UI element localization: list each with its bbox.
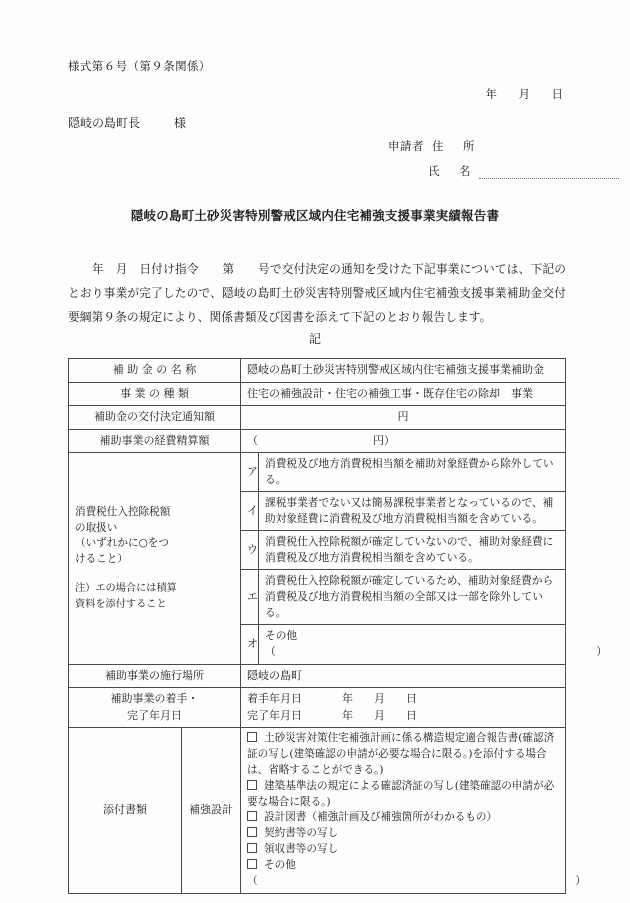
tax-label-line-4: けること） bbox=[75, 553, 128, 566]
addressee-honorific: 様 bbox=[174, 116, 187, 130]
report-details-table bbox=[68, 358, 608, 894]
addressee-name: 隠岐の島町長 bbox=[68, 116, 141, 130]
start-date-line bbox=[247, 691, 559, 708]
checkbox-icon[interactable] bbox=[247, 859, 257, 869]
table-row-location bbox=[69, 664, 566, 688]
tax-option-text-e: 消費税仕入控除税額が確定しているため、補助対象経費から消費税及び地方消費税相当額の全部又は一部を除外している。 bbox=[259, 570, 566, 625]
attachment-item-label: 建築基準法の規定による確認済証の写し(建築確認の申請が必要な場合に限る。) bbox=[247, 779, 555, 808]
tax-label-line-2: の取扱い bbox=[75, 521, 118, 534]
business-type-value: 住宅の補強設計・住宅の補強工事・既存住宅の除却 事業 bbox=[241, 382, 566, 406]
applicant-name-dotted-field[interactable] bbox=[479, 167, 619, 179]
attachment-item-label: 設計図書（補強計画及び補強箇所がわかるもの） bbox=[264, 811, 498, 824]
attachment-item-label: 土砂災害対策住宅補強計画に係る構造規定適合報告書(確認済証の写し(建築確認の申請が必要な場合に限る。)を添付する場合は、省略することができる。) bbox=[247, 732, 555, 776]
page-title: 隠岐の島町土砂災害特別警戒区域内住宅補強支援事業実績報告書 bbox=[130, 208, 500, 223]
settlement-amount-value: 円） bbox=[373, 433, 396, 447]
tax-handling-label bbox=[69, 453, 241, 665]
subsidy-name-value: 隠岐の島町土砂災害特別警戒区域内住宅補強支援事業補助金 bbox=[241, 359, 566, 383]
location-value: 隠岐の島町 bbox=[241, 664, 566, 688]
table-row-business-type bbox=[69, 382, 566, 406]
tax-option-mark-o[interactable]: オ bbox=[241, 625, 259, 664]
settlement-amount-field[interactable] bbox=[241, 429, 566, 453]
start-date-label: 着手年月日 bbox=[247, 692, 303, 706]
addressee-line bbox=[68, 114, 186, 131]
header-date-line: 年 月 日 bbox=[485, 87, 568, 101]
checkbox-icon[interactable] bbox=[247, 843, 257, 853]
table-row-attachments bbox=[69, 728, 566, 894]
body-paragraph: 年 月 日付け指令 第 号で交付決定の通知を受けた下記事業については、下記のとおり事業が完了したので、隠岐の島町土砂災害特別警戒区域内住宅補強支援事業補助金交付要綱第９条の規定により、関係書類及び図書を添えて下記のとおり報告します。 bbox=[68, 262, 566, 324]
attachment-item[interactable] bbox=[247, 826, 559, 842]
attachment-item[interactable] bbox=[247, 731, 559, 779]
attachment-item-list bbox=[241, 728, 587, 894]
attachment-item-label: 契約書等の写し bbox=[264, 827, 339, 840]
table-row-decision-amount bbox=[69, 406, 566, 430]
business-type-label: 事 業 の 種 類 bbox=[69, 382, 241, 406]
table-row-tax-option-a bbox=[69, 453, 566, 492]
tax-option-text-a: 消費税及び地方消費税相当額を補助対象経費から除外している。 bbox=[259, 453, 566, 492]
attachment-item-label[interactable]: その他（ ） bbox=[247, 859, 587, 888]
tax-option-text-i: 課税事業者でない又は簡易課税事業者となっているので、補助対象経費に消費税及び地方消費税相当額を含めている。 bbox=[259, 492, 566, 531]
start-date-value: 年 月 日 bbox=[342, 692, 423, 706]
checkbox-icon[interactable] bbox=[247, 780, 257, 790]
attachment-label: 添付書類 bbox=[69, 728, 182, 894]
tax-option-mark-u[interactable]: ウ bbox=[241, 531, 259, 570]
period-label-line-2: 完了年月日 bbox=[127, 708, 182, 722]
applicant-label: 申請者 bbox=[388, 139, 424, 153]
settlement-open-paren: （ bbox=[247, 433, 259, 447]
table-row-settlement-amount bbox=[69, 429, 566, 453]
decision-amount-value[interactable]: 円 bbox=[241, 406, 566, 430]
attachment-item[interactable] bbox=[247, 858, 587, 890]
ki-marker: 記 bbox=[308, 332, 321, 346]
subsidy-name-label: 補 助 金 の 名 称 bbox=[69, 359, 241, 383]
table-row-period bbox=[69, 688, 566, 728]
decision-amount-label: 補助金の交付決定通知額 bbox=[69, 406, 241, 430]
tax-label-line-1: 消費税仕入控除税額 bbox=[75, 505, 171, 518]
attachment-item-label: 領収書等の写し bbox=[264, 843, 339, 856]
tax-option-mark-a[interactable]: ア bbox=[241, 453, 259, 492]
applicant-address-label: 住 所 bbox=[432, 139, 479, 153]
tax-label-line-3: （いずれかに○をつ bbox=[75, 537, 169, 550]
attachment-item[interactable] bbox=[247, 810, 559, 826]
end-date-value: 年 月 日 bbox=[342, 708, 423, 722]
checkbox-icon[interactable] bbox=[247, 811, 257, 821]
applicant-name-label: 氏 名 bbox=[428, 164, 475, 178]
applicant-address-line bbox=[388, 138, 479, 154]
tax-option-mark-i[interactable]: イ bbox=[241, 492, 259, 531]
tax-option-text-u: 消費税仕入控除税額が確定していないので、補助対象経費に消費税及び地方消費税相当額を含めている。 bbox=[259, 531, 566, 570]
checkbox-icon[interactable] bbox=[247, 732, 257, 742]
period-values[interactable] bbox=[241, 688, 566, 728]
tax-note bbox=[75, 581, 234, 612]
tax-option-mark-e[interactable]: エ bbox=[241, 570, 259, 625]
tax-note-line-1: 注）エの場合には積算 bbox=[75, 583, 177, 595]
table-row-subsidy-name bbox=[69, 359, 566, 383]
form-number: 様式第６号（第９条関係） bbox=[68, 59, 211, 73]
tax-note-line-2: 資料を添付すること bbox=[75, 598, 167, 610]
period-label-line-1: 補助事業の着手・ bbox=[110, 692, 199, 706]
period-label bbox=[69, 688, 241, 728]
settlement-amount-label: 補助事業の経費精算額 bbox=[69, 429, 241, 453]
checkbox-icon[interactable] bbox=[247, 827, 257, 837]
end-date-label: 完了年月日 bbox=[247, 708, 303, 722]
attachment-item[interactable] bbox=[247, 842, 559, 858]
location-label: 補助事業の施行場所 bbox=[69, 664, 241, 688]
tax-option-text-o[interactable]: その他（ ） bbox=[259, 625, 566, 664]
attachment-subtype-label: 補強設計 bbox=[182, 728, 241, 894]
end-date-line bbox=[247, 708, 559, 725]
applicant-name-line bbox=[428, 163, 619, 179]
attachment-item[interactable] bbox=[247, 779, 559, 811]
